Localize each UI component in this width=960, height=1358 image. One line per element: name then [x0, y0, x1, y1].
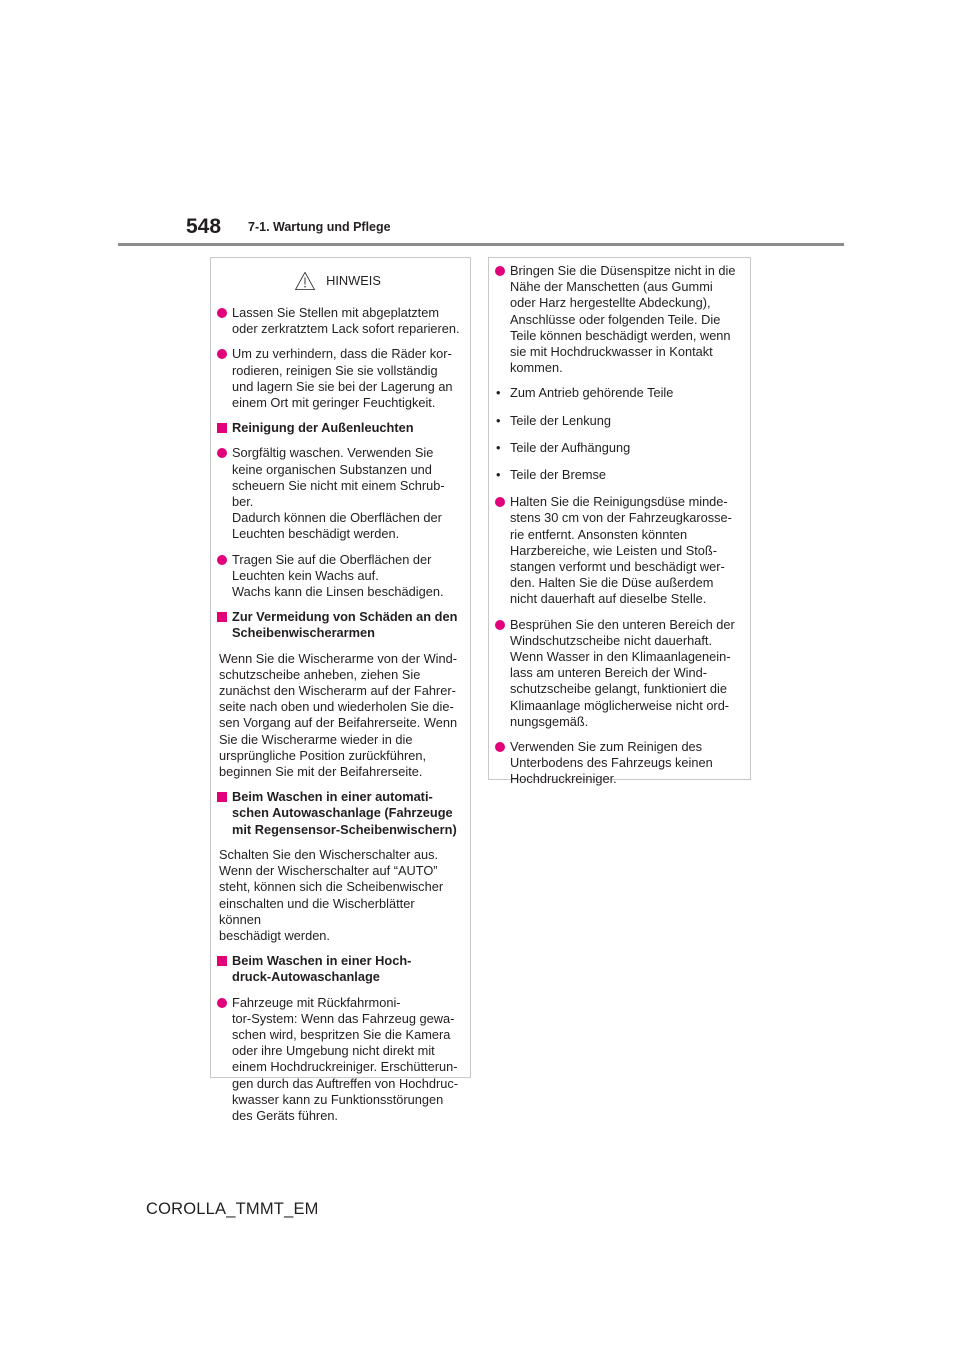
- note-item: [215, 552, 460, 601]
- list-item: [493, 385, 740, 401]
- list-item: [493, 440, 740, 456]
- bullet-icon: •: [496, 467, 501, 483]
- list-item-text: Teile der Lenkung: [510, 412, 612, 428]
- bullet-dot-icon: [495, 742, 505, 752]
- note-text: Halten Sie die Reinigungsdüse minde- stens 30 cm von der Fahrzeugkarosse- rie entfernt. Ansonsten könnten Harzbereiche, wie Leisten und Stoß- stangen verformt und beschädigt wer- den. Halten Sie die Düse außerdem nicht dauerhaft auf dieselbe Stelle.: [510, 494, 732, 607]
- heading-square-icon: [217, 956, 227, 966]
- notice-title: HINWEIS: [326, 272, 381, 288]
- note-item: [493, 494, 740, 607]
- sub-heading-text: Zur Vermeidung von Schäden an den Scheibenwischerarmen: [232, 609, 458, 641]
- bullet-dot-icon: [217, 998, 227, 1008]
- note-text: Verwenden Sie zum Reinigen des Unterbodens des Fahrzeugs keinen Hochdruckreiniger.: [510, 739, 713, 787]
- note-item: [493, 263, 740, 376]
- note-item: [493, 617, 740, 730]
- sub-heading: [215, 953, 460, 985]
- note-text: Fahrzeuge mit Rückfahrmoni- tor-System: Wenn das Fahrzeug gewa- schen wird, bespritzen Sie die Kamera oder ihre Umgebung nicht direkt mit einem Hochdruckreiniger. Erschütterun- gen durch das Auftreffen von Hochdruc- kwasser kann zu Funktionsstörungen des Geräts führen.: [232, 994, 458, 1123]
- note-item: [493, 739, 740, 788]
- note-text: Lassen Sie Stellen mit abgeplatztem oder zerkratztem Lack sofort reparieren.: [232, 305, 460, 337]
- sub-heading: [215, 789, 460, 838]
- note-text: Sorgfältig waschen. Verwenden Sie keine organischen Substanzen und scheuern Sie nicht mit einem Schrub- ber. Dadurch können die Oberflächen der Leuchten beschädigt werden.: [232, 445, 445, 542]
- list-item-text: Zum Antrieb gehörende Teile: [510, 385, 674, 401]
- note-item: [215, 305, 460, 337]
- sub-heading-text: Reinigung der Außenleuchten: [232, 420, 414, 436]
- sub-heading-text: Beim Waschen in einer Hoch- druck-Autowaschanlage: [232, 953, 412, 985]
- note-text: Tragen Sie auf die Oberflächen der Leuchten kein Wachs auf. Wachs kann die Linsen beschädigen.: [232, 551, 444, 600]
- list-item: [493, 467, 740, 483]
- list-item: [493, 413, 740, 429]
- sub-heading: [215, 420, 460, 436]
- notice-left-content: [215, 305, 460, 1124]
- notice-right-content: [493, 263, 740, 788]
- bullet-dot-icon: [217, 308, 227, 318]
- warning-triangle-icon: [294, 271, 316, 291]
- bullet-icon: •: [496, 385, 501, 401]
- sub-heading: [215, 609, 460, 641]
- heading-square-icon: [217, 612, 227, 622]
- paragraph: Schalten Sie den Wischerschalter aus. Wenn der Wischerschalter auf “AUTO” steht, können sich die Scheibenwischer einschalten und die Wischerblätter können beschädigt werden.: [219, 846, 444, 943]
- sub-heading-text: Beim Waschen in einer automati- schen Autowaschanlage (Fahrzeuge mit Regensensor-Scheibenwischern): [232, 789, 457, 837]
- bullet-dot-icon: [495, 620, 505, 630]
- bullet-icon: •: [496, 412, 501, 428]
- notice-box-left: [210, 257, 471, 1123]
- bullet-dot-icon: [495, 497, 505, 507]
- list-item-text: Teile der Aufhängung: [510, 439, 631, 455]
- section-title: 7-1. Wartung und Pflege: [248, 220, 391, 234]
- note-text: Bringen Sie die Düsenspitze nicht in die Nähe der Manschetten (aus Gummi oder Harz hergestellte Abdeckung), Anschlüsse oder folgenden Teile. Die Teile können beschädigt werden, wenn sie mit Hochdruckwasser in Kontakt kommen.: [510, 263, 736, 376]
- notice-box-right: [488, 257, 751, 787]
- bullet-icon: •: [496, 439, 501, 455]
- note-text: Um zu verhindern, dass die Räder kor- rodieren, reinigen Sie sie vollständig und lagern Sie sie bei der Lagerung an einem Ort mit geringer Feuchtigkeit.: [232, 346, 453, 411]
- bullet-dot-icon: [217, 448, 227, 458]
- model-code: COROLLA_TMMT_EM: [146, 1200, 319, 1218]
- note-item: [215, 995, 460, 1125]
- page-number: 548: [186, 215, 222, 238]
- note-item: [215, 346, 460, 411]
- header-divider: [118, 243, 844, 246]
- note-item: [215, 445, 460, 542]
- notice-heading: [215, 271, 460, 291]
- bullet-dot-icon: [217, 555, 227, 565]
- note-text: Besprühen Sie den unteren Bereich der Windschutzscheibe nicht dauerhaft. Wenn Wasser in den Klimaanlagenein- lass am unteren Bereich der Wind- schutzscheibe gelangt, funktioniert die Klimaanlage möglicherweise nicht ord- nungsgemäß.: [510, 616, 735, 729]
- heading-square-icon: [217, 792, 227, 802]
- list-item-text: Teile der Bremse: [510, 467, 607, 483]
- bullet-dot-icon: [217, 349, 227, 359]
- bullet-dot-icon: [495, 266, 505, 276]
- paragraph: Wenn Sie die Wischerarme von der Wind- schutzscheibe anheben, ziehen Sie zunächst den Wischerarm auf der Fahrer- seite nach oben und wiederholen Sie die- sen Vorgang auf der Beifahrerseite. Wenn Sie die Wischerarme wieder in die ursprüngliche Position zurückführen, beginnen Sie mit der Beifahrerseite.: [219, 650, 458, 780]
- heading-square-icon: [217, 423, 227, 433]
